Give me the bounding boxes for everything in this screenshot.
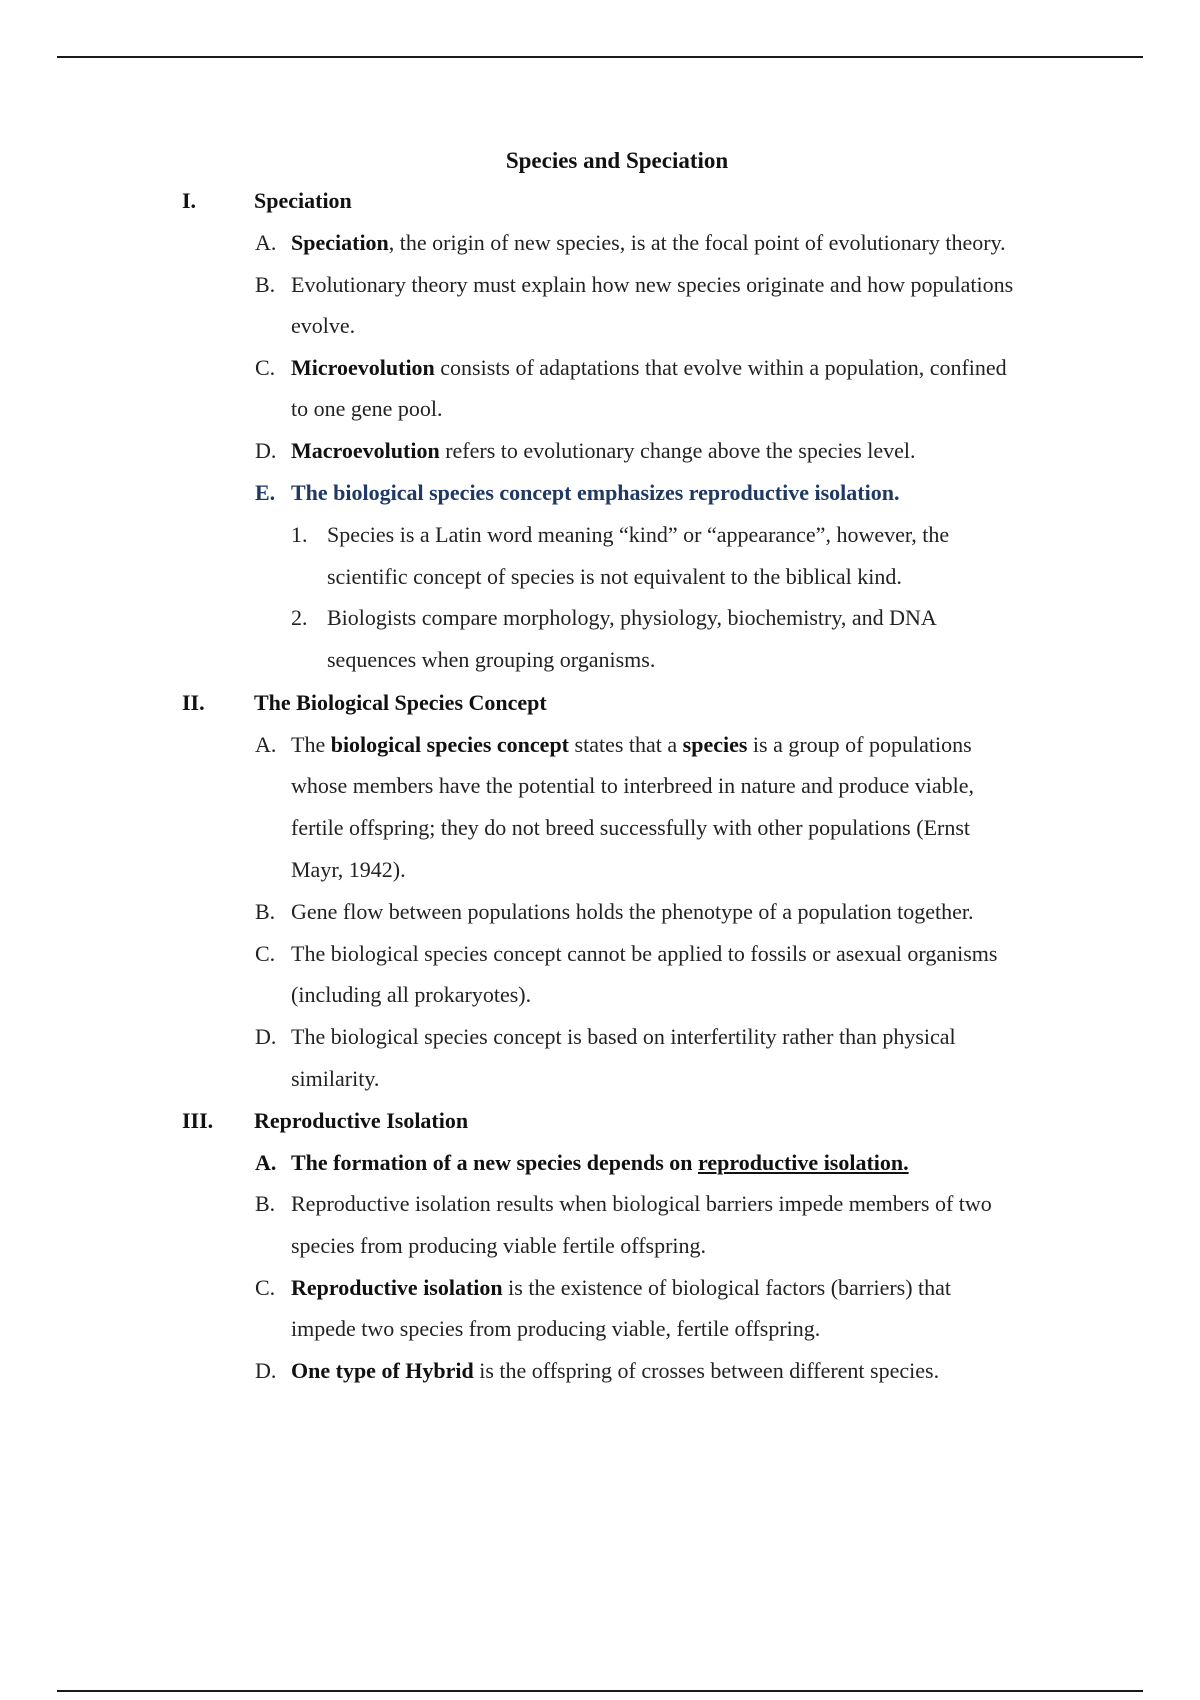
section-heading: The Biological Species Concept bbox=[254, 690, 547, 715]
subitem-marker: 1. bbox=[291, 522, 308, 547]
list-item-continuation: fertile offspring; they do not breed successfully with other populations (Ernst bbox=[291, 815, 971, 840]
term-bold: Macroevolution bbox=[291, 438, 440, 463]
item-marker: B. bbox=[255, 899, 276, 924]
list-item: The biological species concept cannot be applied to fossils or asexual organisms bbox=[291, 941, 998, 966]
term-bold: Microevolution bbox=[291, 355, 435, 380]
item-marker: B. bbox=[255, 1191, 276, 1216]
item-marker: C. bbox=[255, 941, 276, 966]
item-marker: D. bbox=[255, 438, 277, 463]
item-text: is the offspring of crosses between different species. bbox=[473, 1358, 940, 1383]
item-marker: C. bbox=[255, 1275, 276, 1300]
list-item: Reproductive isolation results when biological barriers impede members of two bbox=[291, 1191, 992, 1216]
term-bold: species bbox=[682, 732, 748, 757]
subitem: Biologists compare morphology, physiology, biochemistry, and DNA bbox=[327, 605, 937, 630]
section-numeral: I. bbox=[182, 188, 197, 213]
subitem: Species is a Latin word meaning “kind” or “appearance”, however, the bbox=[327, 522, 950, 547]
item-marker: D. bbox=[255, 1358, 277, 1383]
item-marker: A. bbox=[255, 732, 277, 757]
item-marker: E. bbox=[255, 480, 276, 505]
list-item: Evolutionary theory must explain how new species originate and how populations bbox=[291, 272, 1014, 297]
section-numeral: III. bbox=[182, 1108, 214, 1133]
list-item bbox=[291, 228, 1006, 258]
list-item-continuation: impede two species from producing viable, fertile offspring. bbox=[291, 1316, 821, 1341]
item-text: The bbox=[291, 732, 331, 757]
item-text: is a group of populations bbox=[747, 732, 972, 757]
list-item bbox=[291, 1356, 939, 1386]
item-marker: A. bbox=[255, 230, 277, 255]
list-item-continuation: (including all prokaryotes). bbox=[291, 982, 532, 1007]
list-item: Gene flow between populations holds the phenotype of a population together. bbox=[291, 899, 974, 924]
item-text: states that a bbox=[569, 732, 683, 757]
list-item-continuation: species from producing viable fertile offspring. bbox=[291, 1233, 707, 1258]
bottom-rule bbox=[57, 1690, 1143, 1692]
list-item-continuation: to one gene pool. bbox=[291, 396, 443, 421]
subitem-continuation: scientific concept of species is not equivalent to the biblical kind. bbox=[327, 564, 902, 589]
list-item-continuation: evolve. bbox=[291, 313, 356, 338]
term-bold: One type of Hybrid bbox=[291, 1358, 474, 1383]
top-rule bbox=[57, 56, 1143, 58]
subitem-marker: 2. bbox=[291, 605, 308, 630]
item-marker: B. bbox=[255, 272, 276, 297]
section-heading: Speciation bbox=[254, 188, 352, 213]
item-marker: A. bbox=[255, 1150, 277, 1175]
term-bold: Speciation bbox=[291, 230, 389, 255]
list-item-continuation: similarity. bbox=[291, 1066, 380, 1091]
item-text: is the existence of biological factors (barriers) that bbox=[502, 1275, 952, 1300]
section-numeral: II. bbox=[182, 690, 205, 715]
section-heading: Reproductive Isolation bbox=[254, 1108, 469, 1133]
list-item bbox=[291, 730, 972, 760]
item-text: refers to evolutionary change above the species level. bbox=[439, 438, 916, 463]
list-item bbox=[291, 1148, 909, 1178]
term-bold: biological species concept bbox=[330, 732, 570, 757]
list-item: The biological species concept is based on interfertility rather than physical bbox=[291, 1024, 956, 1049]
list-item-continuation: whose members have the potential to interbreed in nature and produce viable, bbox=[291, 773, 974, 798]
list-item-continuation: Mayr, 1942). bbox=[291, 857, 406, 882]
highlighted-item: The biological species concept emphasizes reproductive isolation. bbox=[291, 480, 900, 505]
term-bold: The formation of a new species depends on bbox=[291, 1150, 699, 1175]
list-item bbox=[291, 1273, 951, 1303]
list-item bbox=[291, 353, 1007, 383]
list-item bbox=[291, 436, 916, 466]
underlined-term: reproductive isolation. bbox=[698, 1150, 909, 1175]
item-marker: D. bbox=[255, 1024, 277, 1049]
item-text: , the origin of new species, is at the focal point of evolutionary theory. bbox=[388, 230, 1006, 255]
term-bold: Reproductive isolation bbox=[291, 1275, 503, 1300]
item-marker: C. bbox=[255, 355, 276, 380]
document-title: Species and Speciation bbox=[505, 148, 729, 173]
item-text: consists of adaptations that evolve within a population, confined bbox=[434, 355, 1007, 380]
subitem-continuation: sequences when grouping organisms. bbox=[327, 647, 656, 672]
